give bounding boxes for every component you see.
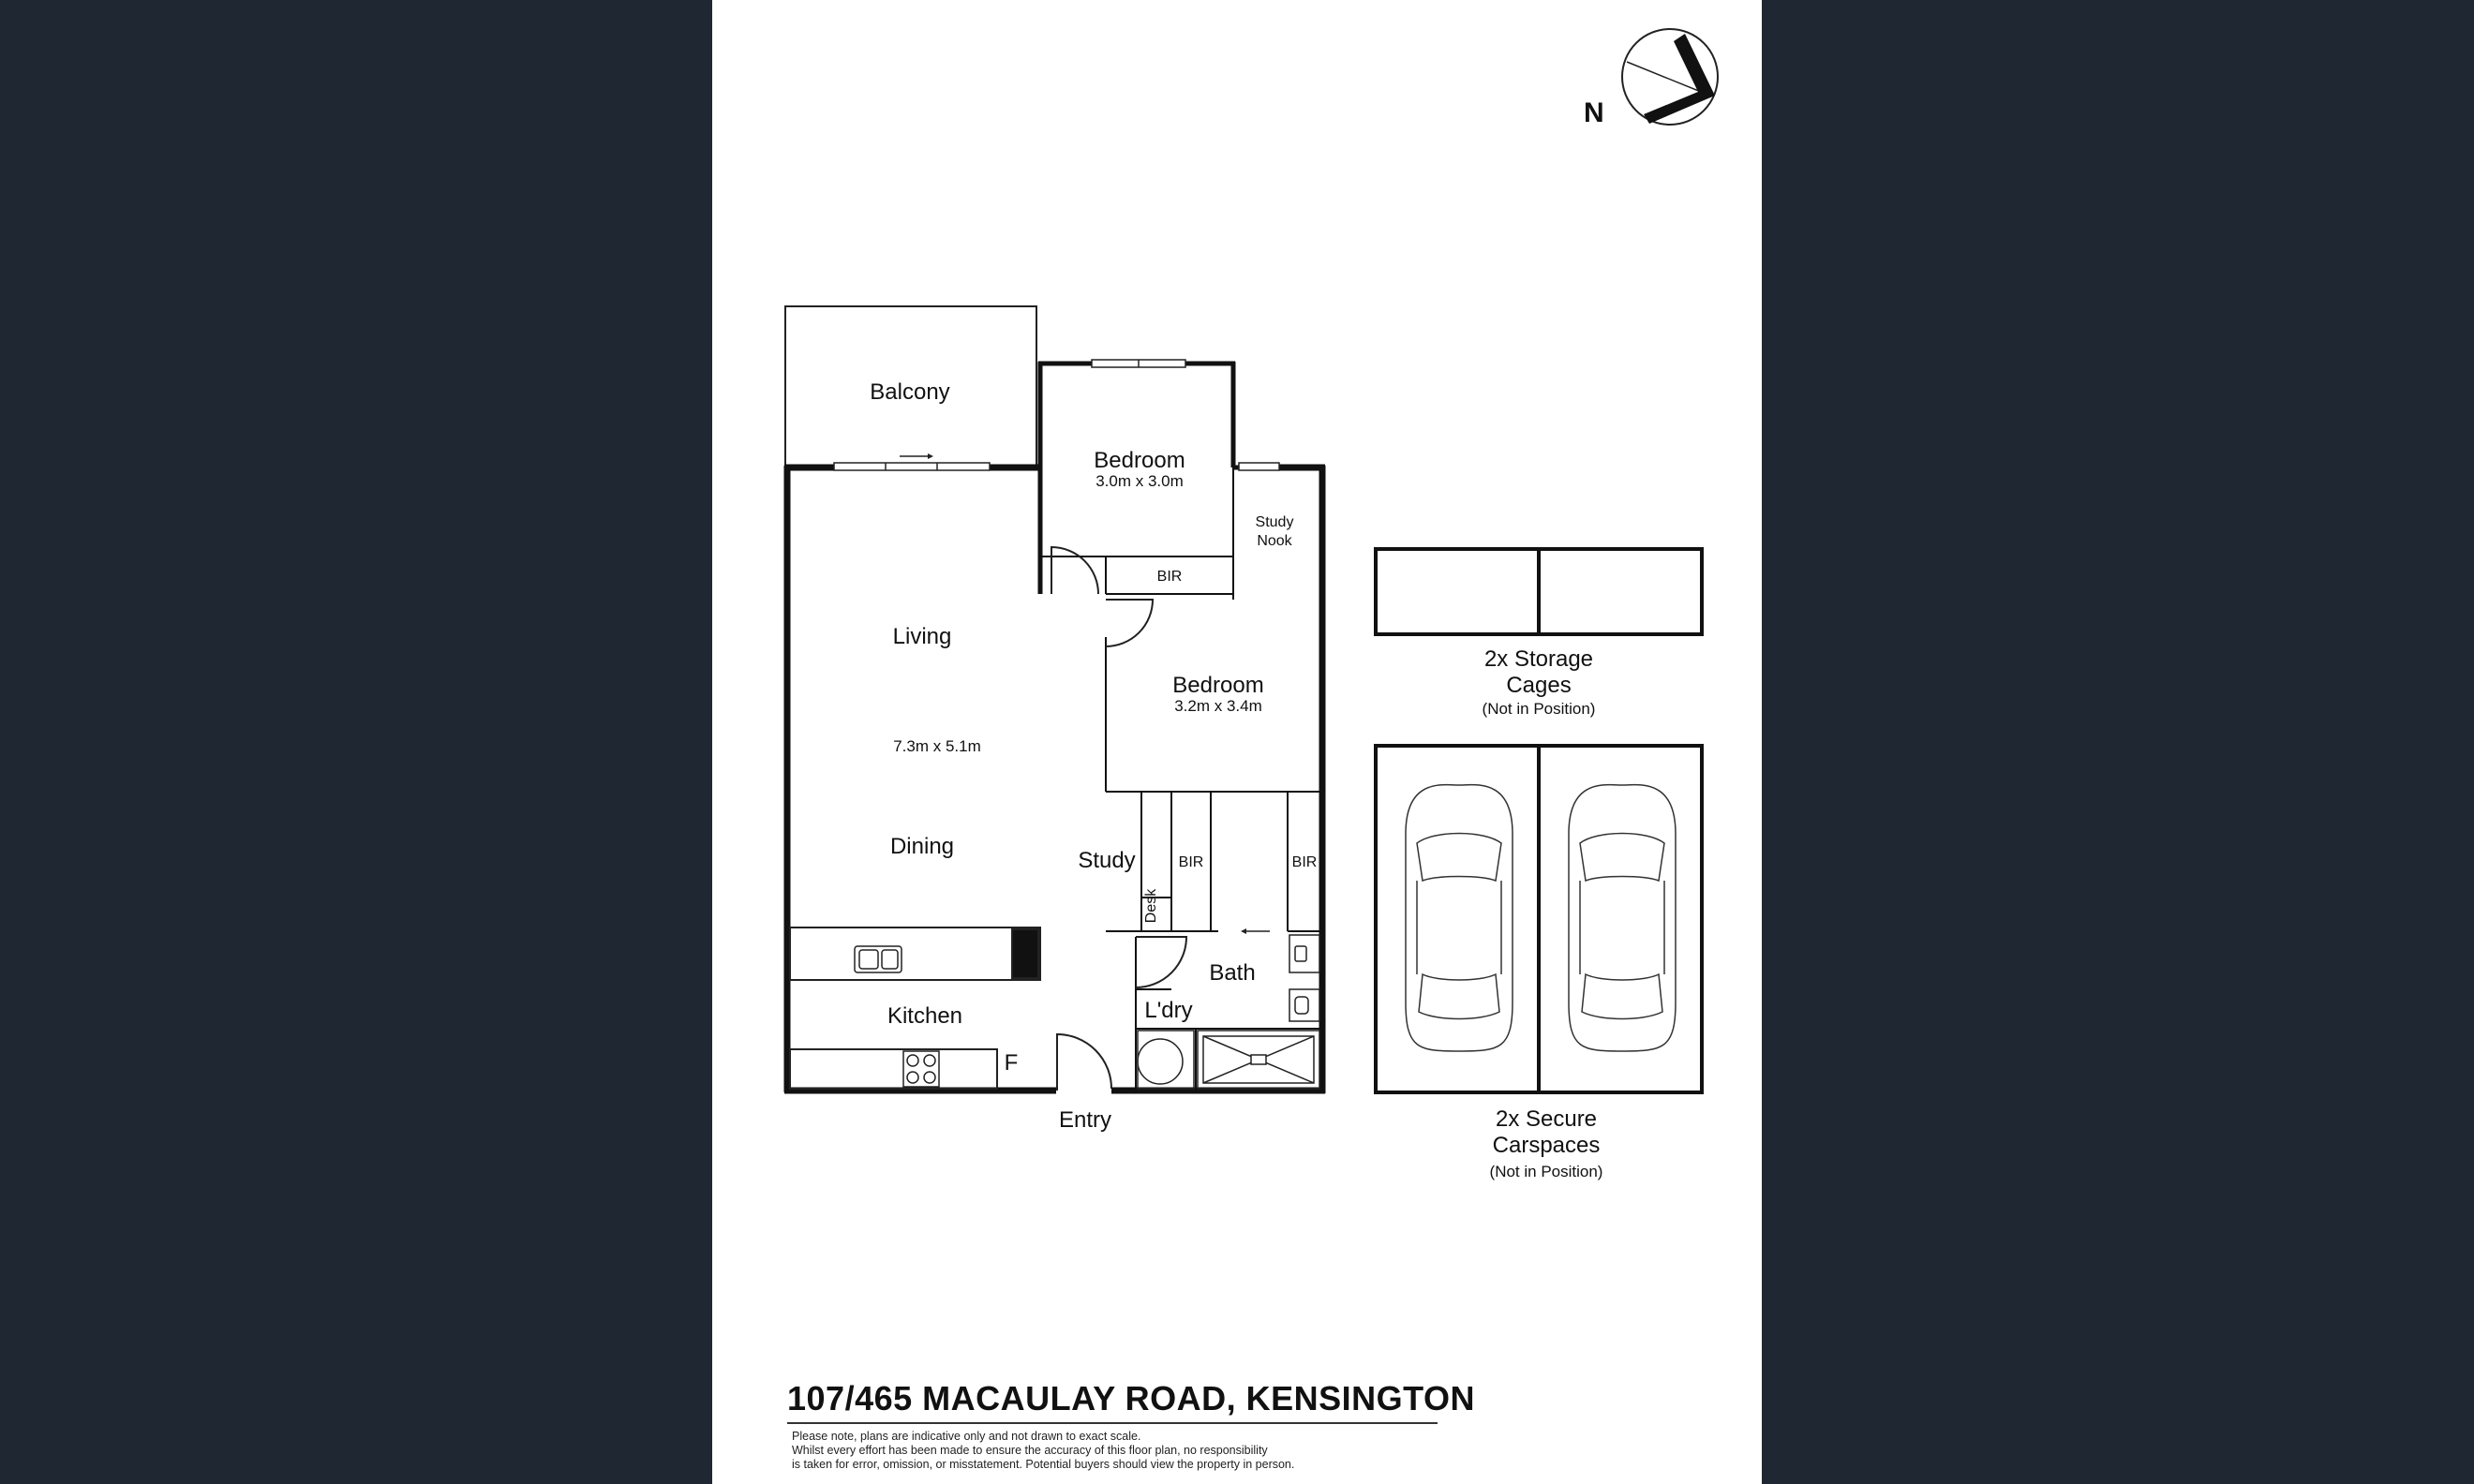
car-icon <box>1569 785 1676 1051</box>
living-label: Living <box>892 624 952 649</box>
bath-label: Bath <box>1209 960 1256 986</box>
bedroom1-size: 3.0m x 3.0m <box>1095 472 1184 490</box>
compass-label: N <box>1584 97 1604 128</box>
study-nook-label-1: Study <box>1255 514 1294 530</box>
disclaimer <box>792 1430 1448 1472</box>
property-address: 107/465 MACAULAY ROAD, KENSINGTON <box>787 1379 1438 1424</box>
bedroom2-label: Bedroom <box>1172 673 1264 698</box>
storage-note: (Not in Position) <box>1482 700 1596 718</box>
sink-icon <box>855 946 902 972</box>
study-label: Study <box>1078 848 1136 873</box>
disclaimer-line: Whilst every effort has been made to ensure the accuracy of this floor plan, no responsibility <box>792 1444 1268 1457</box>
desk-label: Desk <box>1143 888 1159 924</box>
carspaces-note: (Not in Position) <box>1489 1163 1603 1180</box>
bedroom1-label: Bedroom <box>1094 448 1185 473</box>
disclaimer-line: is taken for error, omission, or misstatement. Potential buyers should view the property in person. <box>792 1458 1295 1471</box>
storage-label-1: 2x Storage <box>1483 646 1594 672</box>
kitchen-label: Kitchen <box>887 1003 963 1029</box>
washing-machine-icon <box>1138 1031 1194 1089</box>
windows <box>834 360 1279 470</box>
vanity-icon <box>1289 935 1319 1021</box>
living-size: 7.3m x 5.1m <box>893 737 981 755</box>
car-icon <box>1406 785 1513 1051</box>
fridge-label: F <box>1004 1050 1019 1076</box>
carspaces-label-2: Carspaces <box>1492 1133 1601 1158</box>
entry-label: Entry <box>1058 1107 1112 1133</box>
storage-label-2: Cages <box>1506 673 1572 698</box>
bir2-label: BIR <box>1178 854 1204 870</box>
shower-icon <box>1198 1031 1319 1089</box>
north-arrow-icon <box>1622 29 1718 125</box>
disclaimer-line: Please note, plans are indicative only and not drawn to exact scale. <box>792 1430 1141 1443</box>
laundry-label: L'dry <box>1144 998 1193 1023</box>
carspaces <box>1376 746 1702 1092</box>
study-nook-label-2: Nook <box>1257 533 1292 549</box>
bir3-label: BIR <box>1291 854 1318 870</box>
bedroom2-size: 3.2m x 3.4m <box>1174 697 1262 715</box>
balcony-label: Balcony <box>870 379 950 405</box>
dining-label: Dining <box>889 834 955 859</box>
carspaces-label-1: 2x Secure <box>1495 1106 1598 1132</box>
cooktop-icon <box>903 1051 939 1087</box>
bir1-label: BIR <box>1156 569 1183 585</box>
storage-cages <box>1376 549 1702 634</box>
